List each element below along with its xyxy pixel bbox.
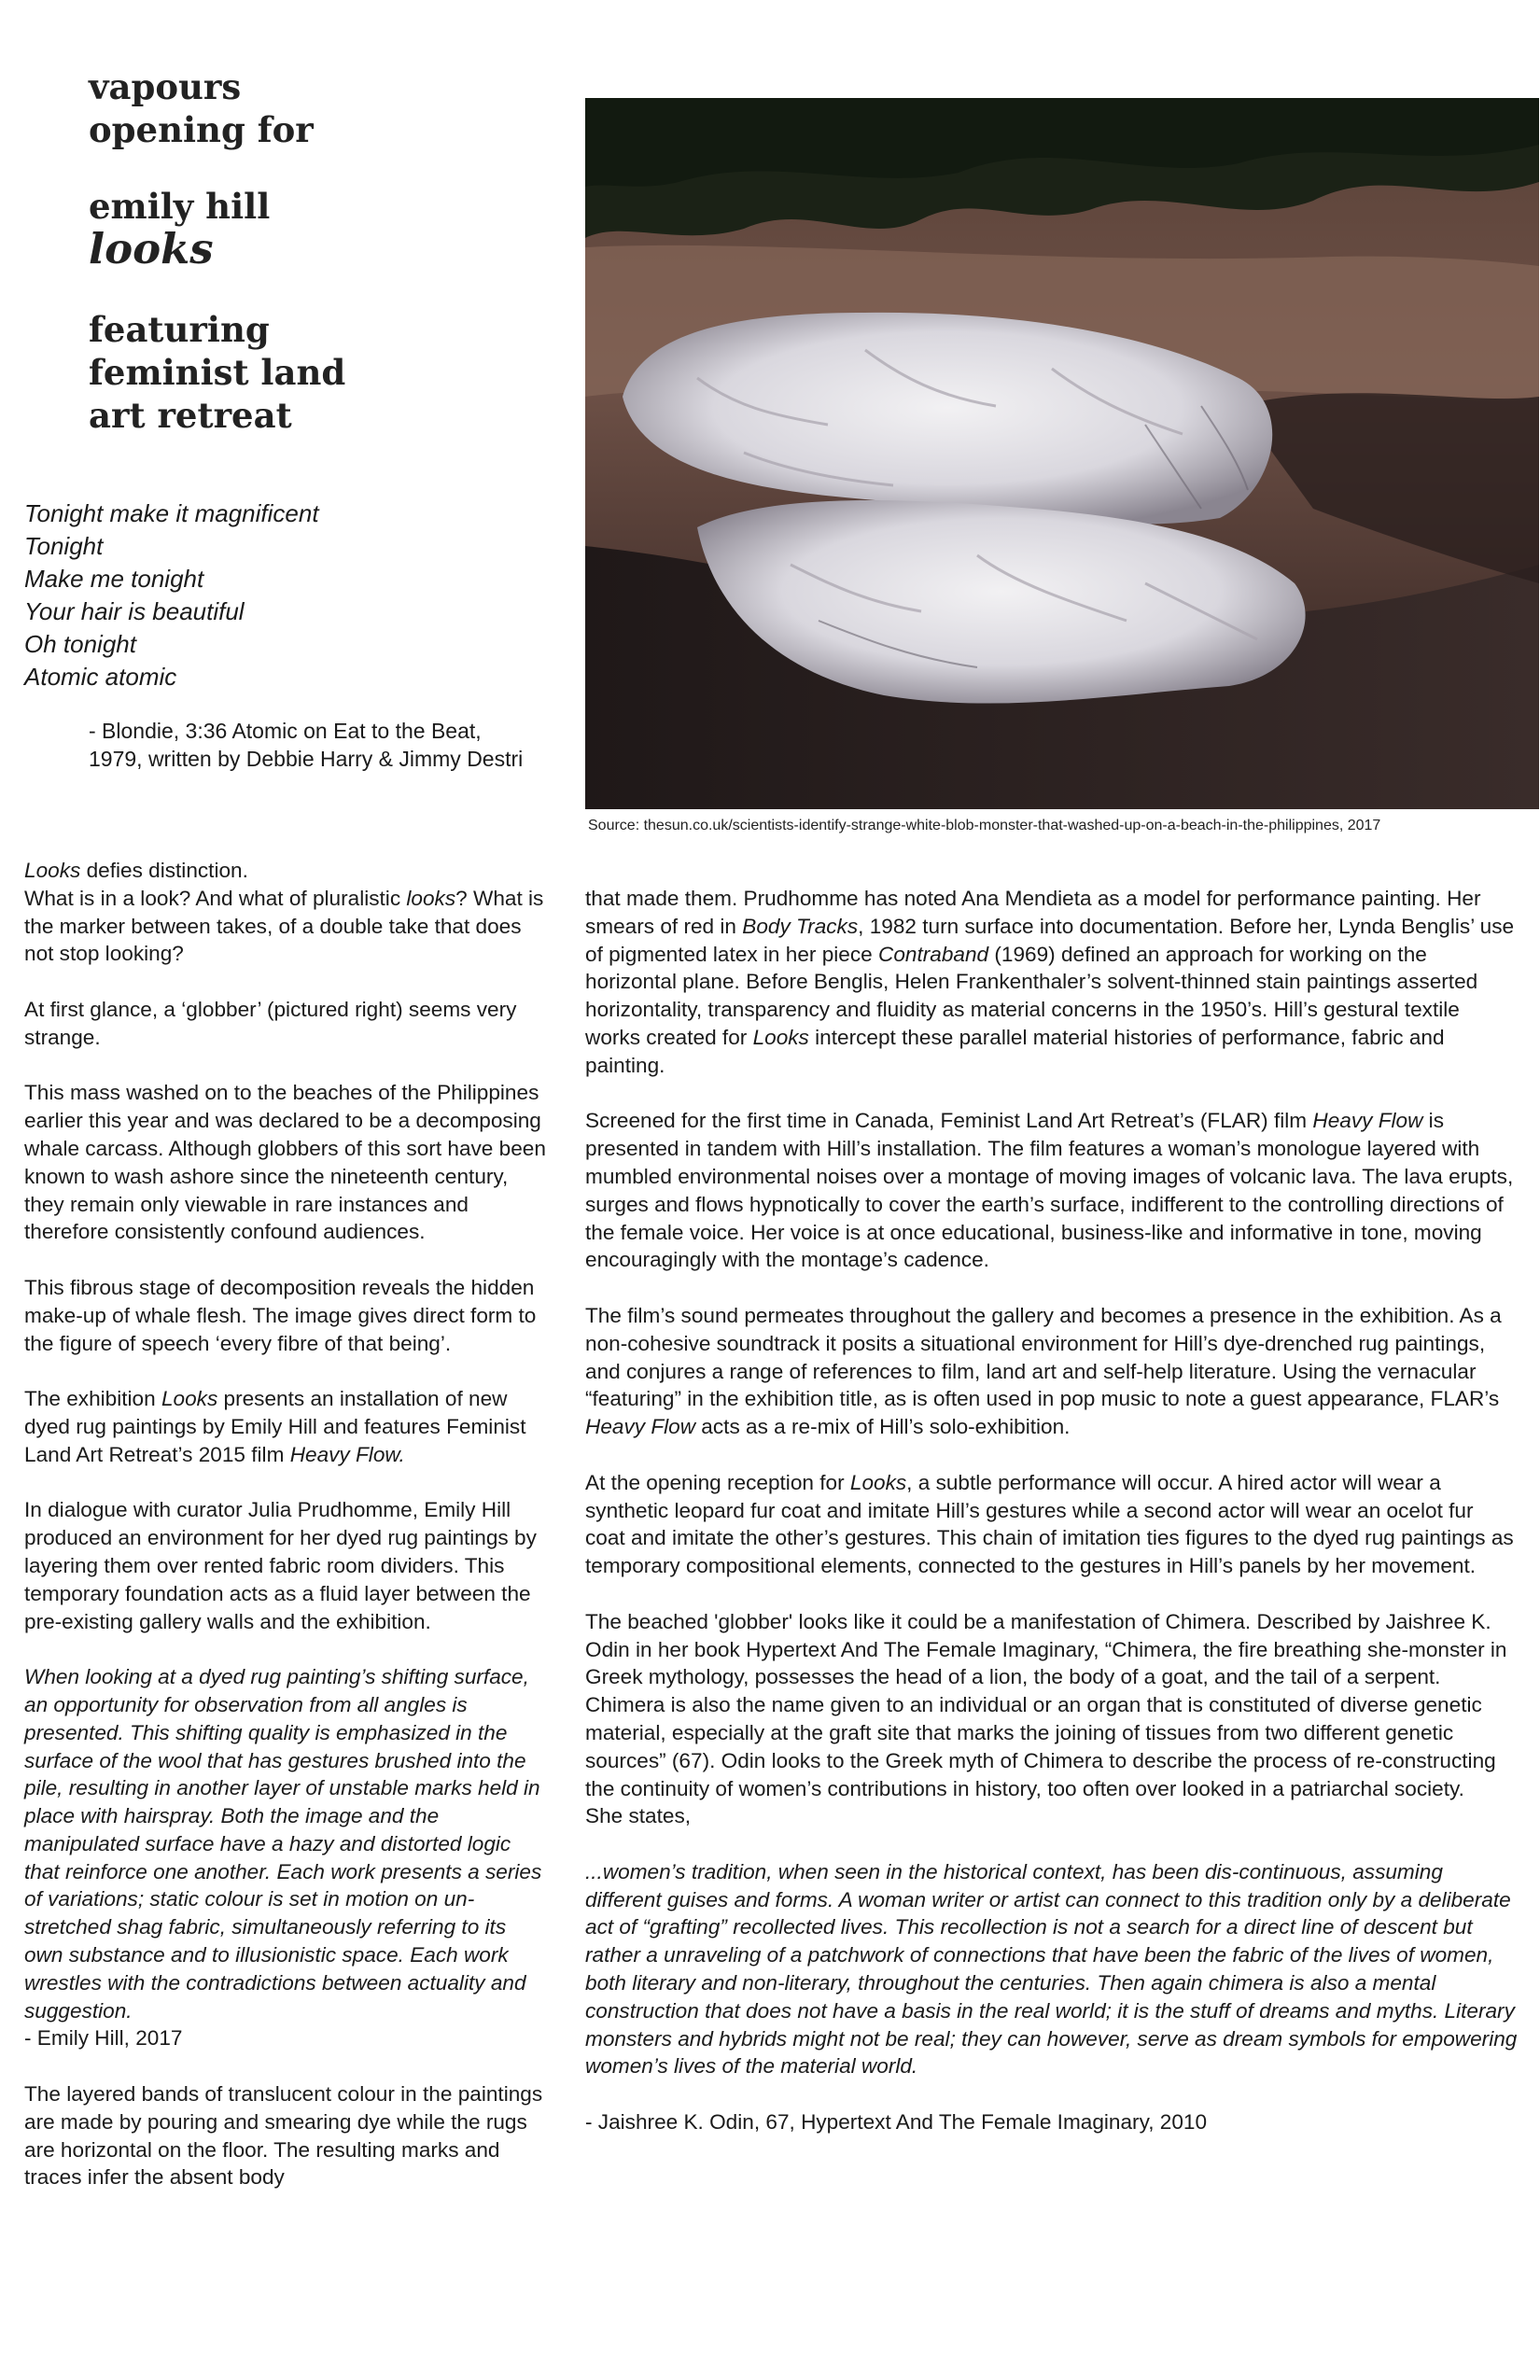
featuring-line-1: featuring [89,309,270,350]
text-run: The film’s sound permeates throughout the gallery and becomes a presence in the exhibition. As a non-cohesive soundtrack it posits a situational environment for Hill’s dye-drenched rug paintings, and conjures a range of references to film, land art and self-help literature. Using the vernacular “featuring” in the exhibition title, as is often used in pop music to note a guest appearance, FLAR’s [585,1303,1502,1411]
lyrics-epigraph [24,497,547,693]
title-line-vapours: vapours [89,66,242,107]
looks-italic: looks [406,886,456,910]
intro-paragraph [24,857,547,968]
lyrics-citation: - Blondie, 3:36 Atomic on Eat to the Beat, 1979, written by Debbie Harry & Jimmy Destri [89,719,524,771]
featuring-line-2: feminist land [89,352,346,393]
artist-quote [24,1663,547,2052]
text-run: Screened for the first time in Canada, Feminist Land Art Retreat’s (FLAR) film [585,1109,1313,1133]
paragraph [585,1107,1519,1274]
right-column [585,885,1519,2164]
artwork-title-italic: Contraband [878,942,989,966]
paragraph [24,1385,547,1468]
text-run: The beached 'globber' looks like it could be a manifestation of Chimera. Described by Jaishree K. Odin in her book Hypertext And The Female Imaginary, “Chimera, the fire breathing she-monster in Greek mythology, possesses the head of a lion, the body of a goat, and the tail of a serpent. Chimera is also the name given to an individual or an organ that is constituted of diverse genetic material, especially at the graft site that marks the joining of tissues from two different genetic sources” (67). Odin looks to the Greek myth of Chimera to describe the process of re-constructing the continuity of women’s contributions in history, too often over looked in a patriarchal society. [585,1609,1507,1800]
paragraph [585,1469,1519,1580]
title-line-opening-for: opening for [89,109,314,150]
looks-italic: Looks [161,1387,218,1411]
text-run: , a subtle performance will occur. A hired actor will wear a synthetic leopard fur coat and imitate Hill’s gestures while a second actor will wear an ocelot fur coat and imitate the other’s gestures. This chain of imitation ties figures to the dyed rug paintings as temporary compositional elements, connected to the gestures in Hill’s panels by her movement. [585,1470,1514,1578]
text-run: (1969) defined an approach for working on the horizontal plane. Before Benglis, Helen Frankenthaler’s solvent-thinned stain paintings asserted horizontality, transparency and fluidity as material concerns in the 1950’s. Hill’s gestural textile works created for [585,942,1478,1049]
quote-attribution: - Emily Hill, 2017 [24,2026,183,2051]
paragraph: The layered bands of translucent colour in the paintings are made by pouring and smearing dye while the rugs are horizontal on the floor. The resulting marks and traces infer the absent body [24,2082,543,2190]
artwork-title-italic: Body Tracks [742,914,859,938]
film-title-italic: Heavy Flow [585,1415,696,1439]
image-source-caption: Source: thesun.co.uk/scientists-identify-strange-white-blob-monster-that-washed-up-on-a-beach-in-the-philippines, 2017 [588,818,1381,833]
lyric-line: Make me tonight [24,565,204,593]
paragraph: In dialogue with curator Julia Prudhomme, Emily Hill produced an environment for her dyed rug paintings by layering them over rented fabric room dividers. This temporary foundation acts as a fluid layer between the pre-existing gallery walls and the exhibition. [24,1498,537,1633]
text-run: acts as a re-mix of Hill’s solo-exhibition. [695,1415,1071,1439]
text-run: presents an installation of new dyed rug paintings by Emily Hill and features Feminist Land Art Retreat’s 2015 film [24,1387,526,1466]
odin-quote: ...women’s tradition, when seen in the historical context, has been dis-continuous, assuming different guises and forms. A woman writer or artist can connect to this tradition only by a deliberate act of “grafting” recollected lives. This recollection is not a search for a direct line of descent but rather a unraveling of a patchwork of connections that have been the fabric of the lives of women, both literary and non-literary, throughout the centuries. Then again chimera is also a mental construction that does not have a basis in the real world; it is the stuff of dreams and myths. Literary monsters and hybrids might not be real; they can however, serve as dream symbols for empowering women’s lives of the material world. [585,1859,1518,2079]
featuring-title [89,308,345,437]
odin-quote-attribution: - Jaishree K. Odin, 67, Hypertext And The Female Imaginary, 2010 [585,2110,1208,2135]
looks-italic: Looks [752,1025,809,1049]
paragraph [585,885,1519,1080]
looks-italic: Looks [24,859,81,882]
paragraph [585,1302,1519,1441]
left-column [24,857,547,2219]
text-run: At the opening reception for [585,1470,850,1494]
text-run: She states, [585,1804,692,1828]
featuring-line-3: art retreat [89,395,292,436]
paragraph: This fibrous stage of decomposition reveals the hidden make-up of whale flesh. The image gives direct form to the figure of speech ‘every fibre of that being’. [24,1275,537,1355]
globber-photo [585,98,1539,809]
quote-text: When looking at a dyed rug painting’s shifting surface, an opportunity for observation from all angles is presented. This shifting quality is emphasized in the surface of the wool that has gestures brushed into the pile, resulting in another layer of unstable marks held in place with hairspray. Both the image and the manipulated surface have a hazy and distorted logic that reinforce one another. Each work presents a series of variations; static colour is set in motion on un-stretched shag fabric, simultaneously referring to its own substance and to illusionistic space. Each work wrestles with the contradictions between actuality and suggestion. [24,1665,542,2023]
lyric-line: Tonight [24,532,104,560]
film-title-italic: Heavy Flow [1312,1109,1423,1133]
lyric-line: Your hair is beautiful [24,597,245,625]
lyric-line: Tonight make it magnificent [24,499,319,527]
paragraph: At first glance, a ‘globber’ (pictured right) seems very strange. [24,997,517,1049]
text-run: The exhibition [24,1387,161,1411]
film-title-italic: Heavy Flow. [289,1442,405,1466]
artist-name: emily hill [89,186,271,227]
text-run: , 1982 turn surface into documentation. Before her, Lynda Benglis’ use of pigmented latex in her piece [585,914,1515,966]
text-run: What is in a look? And what of pluralistic [24,886,407,910]
artist-title [89,185,270,273]
text-run: that made them. Prudhomme has noted Ana Mendieta as a model for performance painting. Her smears of red in [585,887,1481,938]
text-run: defies distinction. [80,859,248,882]
looks-italic: Looks [849,1470,907,1494]
paragraph [585,1608,1519,1830]
exhibition-name: looks [89,224,214,273]
lyric-line: Atomic atomic [24,663,177,691]
paragraph: This mass washed on to the beaches of the Philippines earlier this year and was declared to be a decomposing whale carcass. Although globbers of this sort have been known to wash ashore since the nineteenth century, they remain only viewable in rare instances and therefore consistently confound audiences. [24,1081,546,1244]
text-run: ? What is the marker between takes, of a double take that does not stop looking? [24,886,544,966]
text-run: intercept these parallel material histories of performance, fabric and painting. [585,1025,1445,1077]
text-run: is presented in tandem with Hill’s installation. The film features a woman’s monologue layered with mumbled environmental noises over a montage of moving images of volcanic lava. The lava erupts, surges and flows hypnotically to cover the earth’s surface, indifferent to the controlling directions of the female voice. Her voice is at once educational, business-like and informative in tone, moving encouragingly with the montage’s cadence. [585,1109,1514,1272]
exhibition-title [89,65,314,151]
lyric-line: Oh tonight [24,630,136,658]
